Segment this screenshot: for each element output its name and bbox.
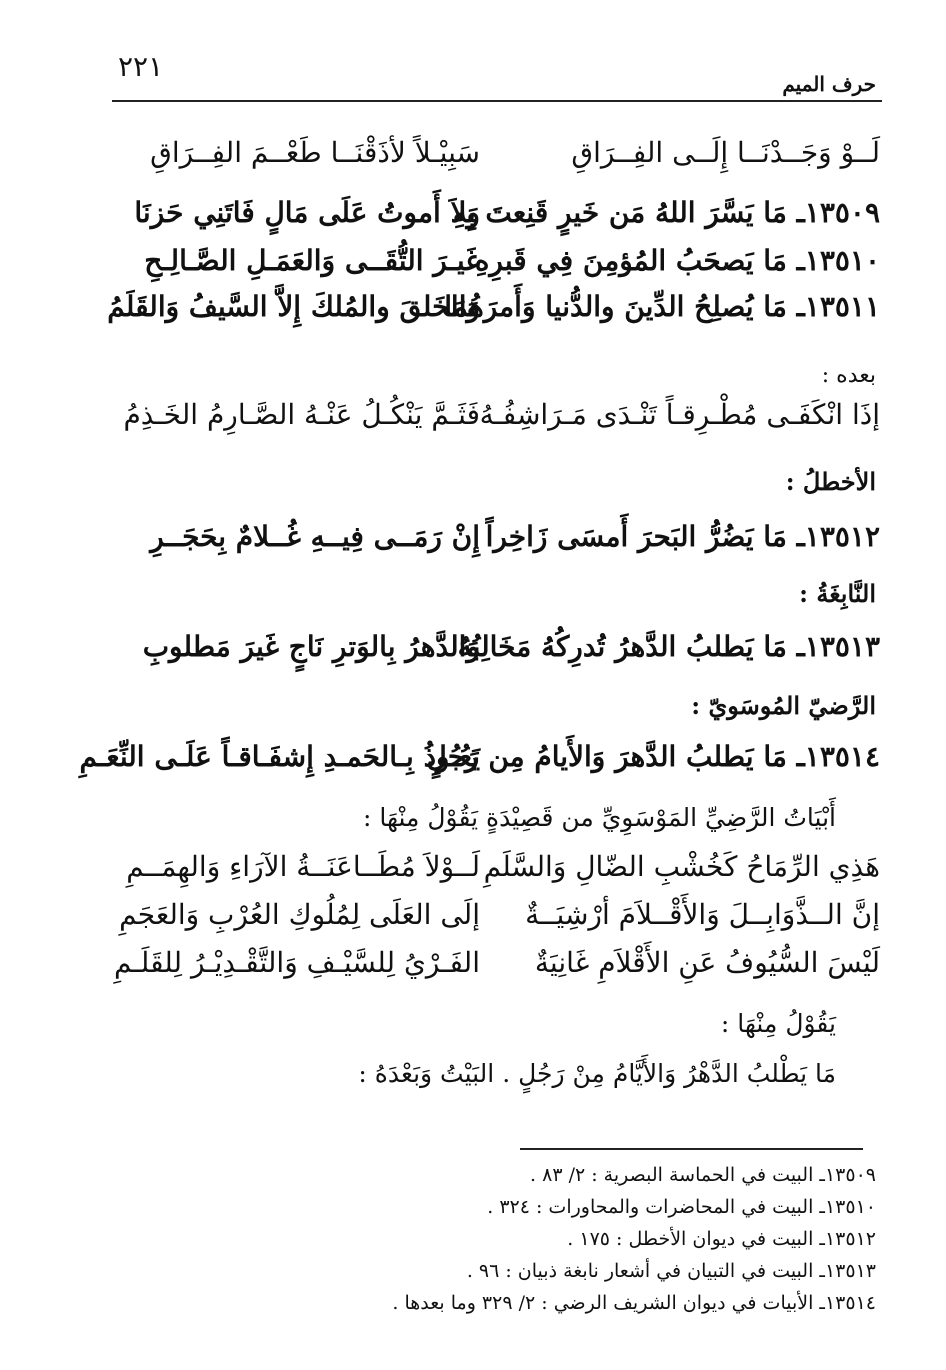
verse-line	[79, 730, 880, 784]
hemistich-first: لَــوْ وَجَــدْنَــا إِلَــى الفِــرَاقِ	[571, 136, 880, 169]
footnote: ١٣٥٠٩ـ البيت في الحماسة البصرية : ٢/ ٨٣ .	[530, 1164, 876, 1186]
hemistich-first: ١٣٥١٢ـ مَا يَضُرُّ البَحرَ أَمسَى زَاخِراً	[485, 520, 880, 553]
hemistich-first: ١٣٥٠٩ـ مَا يَسَّرَ اللهُ مَن خَيرٍ قَنِعتَ بِهِ	[452, 196, 880, 229]
hemistich-second: سَبِيْـلاً لأذَقْنَــا طَعْــمَ الفِــرَاقِ	[150, 136, 480, 169]
hemistich-first: إنَّ الــذَّوَابِــلَ وَالأَقْــلاَمَ أرْشِيَــةٌ	[525, 898, 880, 931]
poet-label: الرَّضيّ المُوسَويّ :	[691, 691, 876, 720]
hemistich-first: ١٣٥١٠ـ مَا يَصحَبُ المُؤمِنَ فِي قَبرِهِ	[474, 244, 880, 277]
verse-line	[120, 388, 880, 442]
verse-line	[120, 186, 880, 240]
hemistich-first: هَذِي الرِّمَاحُ كَخُشْبِ الضّالِ وَالسَّلَمِ	[483, 850, 880, 883]
verse-line	[120, 620, 880, 674]
hemistich-first: إذَا انْكَفَـى مُطْـرِقـاً تَنْـدَى مَـرَاشِفُـهُ	[479, 398, 880, 431]
verse-line	[120, 840, 880, 894]
verse-line	[113, 936, 880, 990]
verse-line	[120, 510, 880, 564]
footnote: ١٣٥١٣ـ البيت في التبيان في أشعار نابغة ذبيان : ٩٦ .	[466, 1260, 876, 1282]
hemistich-second: يَعُـوذُ بِـالحَمـدِ إِشفَـاقـاً عَلَـى النِّعَـمِ	[79, 740, 480, 773]
verse-line	[120, 126, 880, 180]
prose-intro: أَبْيَاتُ الرَّضِيِّ المَوْسَوِيِّ من قَصِيْدَةٍ يَقُوْلُ مِنْهَا :	[362, 803, 836, 832]
poet-label: النَّابِغَةُ :	[799, 579, 876, 608]
hemistich-second: وَلاَ أَموتُ عَلَى مَالٍ فَاتَنِي حَزنَا	[134, 196, 480, 229]
hemistich-second: فَثَـمَّ يَنْكُـلُ عَنْـهُ الصَّـارِمُ الخَـذِمُ	[123, 398, 480, 431]
header-rule	[112, 100, 882, 102]
hemistich-second: وَالدَّهرُ بِالوَترِ نَاجٍ غَيرَ مَطلوبِ	[142, 630, 480, 663]
hemistich-first: ١٣٥١٤ـ مَا يَطلبُ الدَّهرَ وَالأَيامُ مِن رَجُلٍ	[426, 740, 880, 773]
footnote: ١٣٥١٠ـ البيت في المحاضرات والمحاورات : ٣٢٤ .	[487, 1196, 876, 1218]
prose-label: يَقُوْلُ مِنْهَا :	[720, 1009, 836, 1038]
running-head: حرف الميم	[782, 72, 876, 96]
verse-line	[120, 888, 880, 942]
hemistich-second: إلَى العَلَى لِمُلُوكِ العُرْبِ وَالعَجَمِ	[119, 898, 480, 931]
hemistich-first: ١٣٥١١ـ مَا يُصلِحُ الدِّينَ والدُّنيا وَأَمرَهُمَا	[444, 290, 880, 323]
verse-line	[107, 280, 880, 334]
hemistich-second: الفَـرْيُ لِلسَّيْـفِ وَالتَّقْـدِيْـرُ لِلقَلَـمِ	[113, 946, 480, 979]
footnote: ١٣٥١٢ـ البيت في ديوان الأخطل : ١٧٥ .	[567, 1228, 876, 1250]
hemistich-first: ١٣٥١٣ـ مَا يَطلبُ الدَّهرُ تُدرِكُهُ مَخَالِبُهُ	[457, 630, 880, 663]
footnote: ١٣٥١٤ـ الأبيات في ديوان الشريف الرضي : ٢/ ٣٢٩ وما بعدها .	[392, 1292, 876, 1314]
hemistich-second: وَالخَلقَ والمُلكَ إِلاَّ السَّيفُ وَالقَلَمُ	[107, 290, 480, 323]
hemistich-second: غَيـرَ التُّقَــى وَالعَمَـلِ الصَّـالِـحِ	[144, 244, 480, 277]
page-number: ٢٢١	[118, 50, 164, 83]
section-label: بعده :	[821, 363, 876, 388]
prose-verse-ref: مَا يَطْلبُ الدَّهْرُ وَالأَيَّامُ مِنْ رَجُلٍ . البَيْتُ وَبَعْدَهُ :	[358, 1059, 836, 1088]
hemistich-second: لَــوْلاَ مُطَــاعَنَــةُ الآرَاءِ وَالهِمَــمِ	[126, 850, 480, 883]
hemistich-first: لَيْسَ السُّيُوفُ عَنِ الأَقْلاَمِ غَانِيَةٌ	[534, 946, 880, 979]
hemistich-second: إِنْ رَمَــى فِيــهِ غُــلامٌ بِحَجَــرِ	[150, 520, 480, 553]
footnote-rule	[520, 1148, 863, 1150]
poet-label: الأخطلُ :	[785, 467, 876, 496]
